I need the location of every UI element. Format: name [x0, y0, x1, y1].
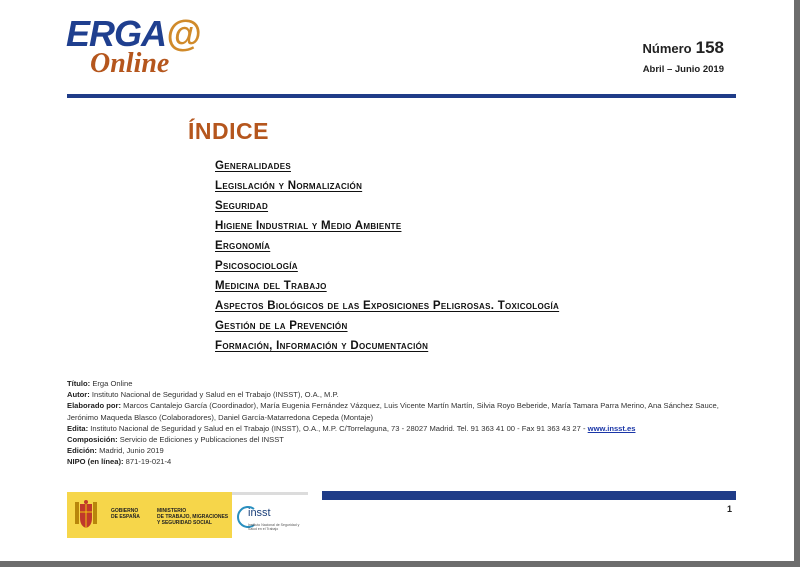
credit-autor: Autor: Instituto Nacional de Seguridad y Salud en el Trabajo (INSST), O.A., M.P.: [67, 390, 339, 400]
credit-titulo: Título: Erga Online: [67, 379, 133, 388]
toc-link-generalidades[interactable]: Generalidades: [215, 160, 291, 172]
gobierno-logo: [67, 492, 232, 538]
toc-link-ergonomia[interactable]: Ergonomía: [215, 240, 271, 252]
issue-number: Número 158: [642, 38, 724, 57]
credits-block: [67, 378, 737, 468]
gobierno-text: GOBIERNO DE ESPAÑA: [111, 508, 140, 520]
index-title: ÍNDICE: [188, 118, 269, 144]
footer-logos: [67, 492, 307, 538]
insst-website-link[interactable]: www.insst.es: [587, 423, 636, 433]
insst-name: insst: [248, 507, 271, 519]
table-of-contents: [215, 158, 559, 358]
toc-link-aspectos-biologicos[interactable]: Aspectos Biológicos de las Exposiciones Peligrosas. Toxicología: [215, 300, 560, 312]
toc-link-legislacion[interactable]: Legislación y Normalización: [215, 180, 363, 192]
issue-info: [643, 38, 725, 75]
credit-edicion: Edición: Madrid, Junio 2019: [67, 446, 164, 456]
header-rule: [67, 94, 736, 98]
logo-erga-text: ERGA@: [66, 13, 201, 54]
insst-logo: [232, 492, 308, 541]
toc-link-higiene[interactable]: Higiene Industrial y Medio Ambiente: [215, 220, 402, 232]
insst-subtitle: Instituto Nacional de Seguridad y Salud en el Trabajo: [248, 523, 300, 531]
ministerio-text: MINISTERIO DE TRABAJO, MIGRACIONES Y SEGURIDAD SOCIAL: [157, 508, 229, 526]
page-number: 1: [727, 504, 733, 514]
toc-link-psicosociologia[interactable]: Psicosociología: [215, 260, 298, 272]
credit-edita: Edita: Instituto Nacional de Seguridad y Salud en el Trabajo (INSST), O.A., M.P. C/Torrelaguna, 73 - 28027 Madrid. Tel. 91 363 41 00 - Fax 91 363 43 27 - www.insst.es: [67, 423, 636, 433]
erga-online-logo: [66, 14, 236, 84]
toc-link-formacion[interactable]: Formación, Información y Documentación: [215, 340, 429, 352]
toc-link-gestion[interactable]: Gestión de la Prevención: [215, 320, 348, 332]
credit-composicion: Composición: Servicio de Ediciones y Publicaciones del INSST: [67, 435, 284, 445]
issue-date: Abril – Junio 2019: [642, 64, 724, 75]
credit-nipo: NIPO (en línea): 871-19-021-4: [67, 457, 172, 467]
credit-elaborado: Elaborado por: Marcos Cantalejo García (Coordinador), María Eugenia Fernández Vázquez, Luis Vicente Martín Martín, Silvia Royo Beberide, María Tamara Parra Merino, Ana Sánchez Sauce, Jerónimo Maqueda Blasco (Colaboradores), Daniel García-Matarredona Cepeda (Montaje): [67, 401, 719, 422]
logo-online-text: Online: [90, 48, 170, 79]
toc-link-medicina[interactable]: Medicina del Trabajo: [215, 280, 327, 292]
toc-link-seguridad[interactable]: Seguridad: [215, 200, 269, 212]
footer-rule: [322, 491, 736, 500]
spain-coat-of-arms-icon: [73, 500, 99, 530]
